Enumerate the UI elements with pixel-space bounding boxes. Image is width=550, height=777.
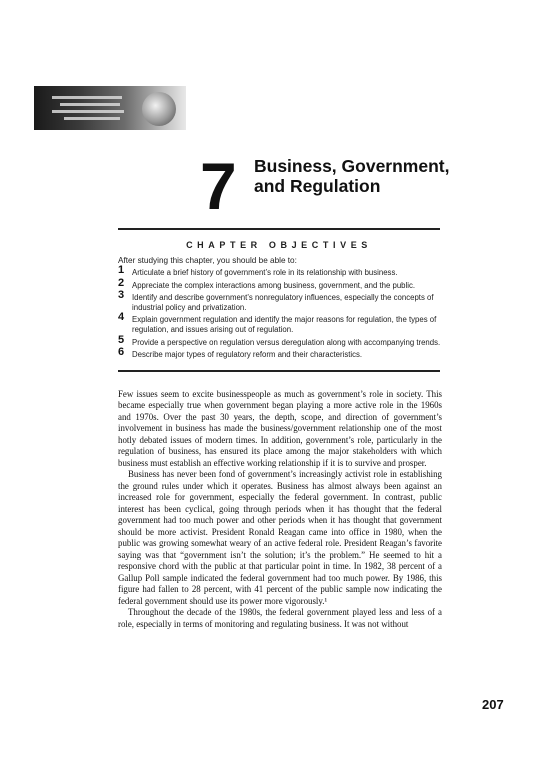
chapter-title-line-2: and Regulation xyxy=(254,176,381,196)
bottom-divider xyxy=(118,370,440,372)
objective-item xyxy=(118,276,448,291)
objective-number: 4 xyxy=(118,311,125,324)
objective-number: 5 xyxy=(118,333,125,346)
chapter-title xyxy=(254,156,449,196)
objective-text: Articulate a brief history of government’s role in its relationship with business. xyxy=(132,268,398,277)
objective-text: Provide a perspective on regulation versus deregulation along with accompanying trends. xyxy=(132,337,441,347)
objectives-intro: After studying this chapter, you should be able to: xyxy=(118,256,297,265)
objectives-list xyxy=(118,264,448,363)
objective-item xyxy=(118,264,448,278)
chapter-title-line-1: Business, Government, xyxy=(254,156,450,176)
objective-item xyxy=(118,346,448,360)
body-paragraph: Business has never been fond of government’s increasingly activist role in establishing the ground rules under which it operates. Business has almost always been against an increased role for government, especially the federal government. In contrast, public interest has been cyclical, going through periods when it has thought that the federal government had too much power and other periods when it has thought that government should be more activist. President Ronald Reagan came into office in 1980, when the public was growing somewhat weary of an active federal role. President Reagan’s favorite saying was that “government isn’t the solution; it’s the problem.” He seemed to hit a responsive chord with the public at that particular point in time. In 1982, 38 percent of a Gallup Poll sample indicated the federal government had too much power. By 1986, this figure had fallen to 28 percent, with 41 percent of the public sample now indicating the federal government should use its power more vigorously.¹ xyxy=(118,469,442,606)
body-paragraph: Throughout the decade of the 1980s, the federal government played less and less of a role, especially in terms of monitoring and regulating business. It was not without xyxy=(118,607,442,629)
objective-number: 2 xyxy=(118,276,125,289)
chapter-banner-image xyxy=(34,86,186,130)
objective-item xyxy=(118,289,448,312)
objectives-heading: CHAPTER OBJECTIVES xyxy=(186,240,372,250)
top-divider xyxy=(118,228,440,230)
body-paragraph: Few issues seem to excite businesspeople as much as government’s role in society. This became especially true when government began playing a more active role in the 1960s and 1970s. Over the past 30 years, the depth, scope, and direction of government’s involvement in business has made the business/government relationship one of the most hotly debated issues of modern times. In addition, government’s role, particularly in the regulation of business, has ensured its place among the major stakeholders with which business must establish an effective working relationship if it is to survive and prosper. xyxy=(118,389,442,468)
objective-text: Describe major types of regulatory reform and their characteristics. xyxy=(132,350,363,360)
objective-text: Identify and describe government’s nonregulatory influences, especially the concepts of industrial policy and privatization. xyxy=(132,293,434,312)
objective-item xyxy=(118,311,448,334)
body-text xyxy=(118,389,442,630)
objective-number: 6 xyxy=(118,346,125,359)
objective-text: Explain government regulation and identify the major reasons for regulation, the types of regulation, and issues arising out of regulation. xyxy=(132,315,437,334)
objective-item xyxy=(118,333,448,348)
objective-text: Appreciate the complex interactions among business, government, and the public. xyxy=(132,280,416,290)
objective-number: 1 xyxy=(118,264,125,276)
objective-number: 3 xyxy=(118,289,125,302)
chapter-number: 7 xyxy=(200,149,237,223)
page-number: 207 xyxy=(482,697,504,712)
